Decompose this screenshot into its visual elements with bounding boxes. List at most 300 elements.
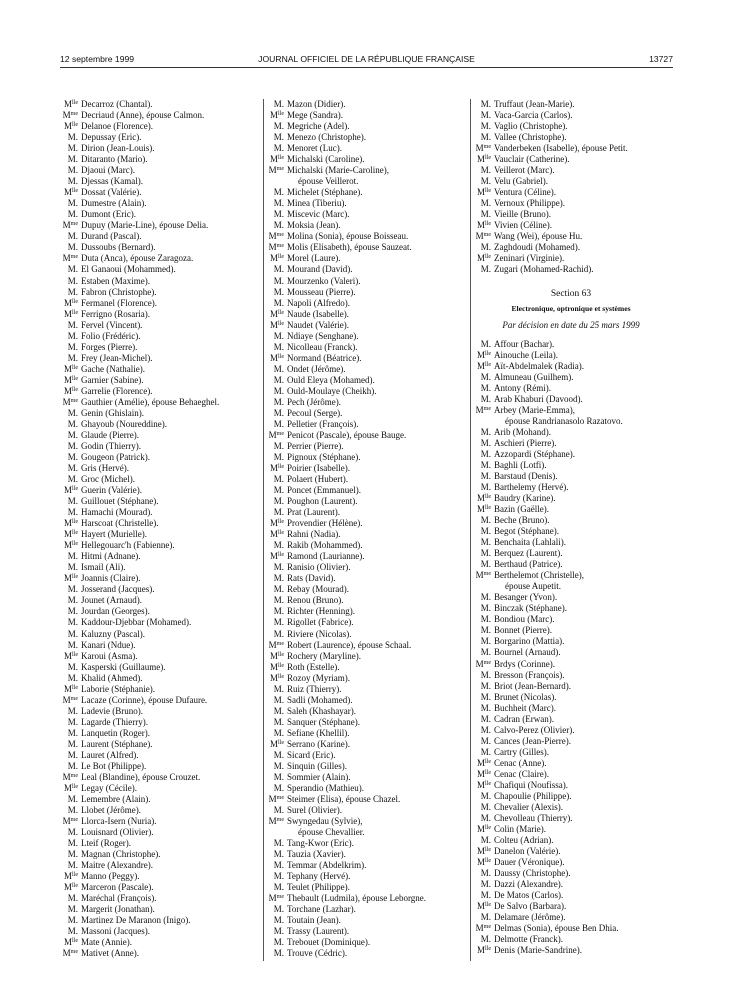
- name-text: Benchaita (Lahlali).: [494, 537, 566, 548]
- list-item: [473, 857, 669, 868]
- title-abbrev: $M^{lle}$: [269, 463, 284, 474]
- title-abbrev: $M^{lle}$: [476, 823, 491, 834]
- list-item: [473, 515, 669, 526]
- title-abbrev: $M^{me}$: [62, 816, 78, 827]
- list-item: [60, 99, 256, 110]
- name-text: Kanari (Ndue).: [81, 639, 136, 650]
- title-abbrev: M.: [67, 352, 78, 363]
- title-abbrev: M.: [480, 470, 491, 481]
- name-text: Trouve (Cédric).: [287, 948, 348, 959]
- name-text: Guerin (Valérie).: [81, 485, 142, 496]
- name-text: Duta (Anca), épouse Zaragoza.: [81, 253, 194, 264]
- list-item: [266, 860, 462, 871]
- name-text: Danelon (Valérie).: [494, 846, 561, 857]
- list-item: [266, 242, 462, 253]
- list-item: [473, 890, 669, 901]
- title-abbrev: M.: [67, 176, 78, 187]
- title-abbrev: M.: [480, 724, 491, 735]
- title-abbrev: M.: [273, 562, 284, 573]
- title-abbrev: M.: [273, 584, 284, 595]
- list-item: [266, 640, 462, 651]
- name-text: Calvo-Perez (Olivier).: [494, 724, 575, 735]
- title-abbrev: M.: [273, 297, 284, 308]
- name-text: Mousseau (Pierre).: [287, 286, 356, 297]
- name-text: Le Bot (Philippe).: [81, 760, 147, 771]
- name-text: Hitmi (Adnane).: [81, 551, 141, 562]
- name-text: Chevalier (Alexis).: [494, 801, 563, 812]
- name-text: Vieille (Bruno).: [494, 209, 551, 220]
- list-item: [60, 485, 256, 496]
- name-text: Gris (Hervé).: [81, 463, 129, 474]
- name-text: Vallee (Christophe).: [494, 132, 567, 143]
- title-abbrev: M.: [67, 198, 78, 209]
- list-item: [473, 209, 669, 220]
- name-text: Khalid (Ahmed).: [81, 672, 143, 683]
- name-text: De Matos (Carlos).: [494, 890, 564, 901]
- list-item: [60, 452, 256, 463]
- name-text: Ruiz (Thierry).: [287, 683, 342, 694]
- list-item: [60, 154, 256, 165]
- title-abbrev: M.: [480, 121, 491, 132]
- title-abbrev: M.: [480, 165, 491, 176]
- title-abbrev: M.: [273, 871, 284, 882]
- list-item: [266, 430, 462, 441]
- title-abbrev: $M^{lle}$: [63, 385, 78, 396]
- section-decision: Par décision en date du 25 mars 1999: [502, 319, 640, 330]
- list-item: [473, 802, 669, 813]
- list-item: [266, 794, 462, 805]
- list-item: [60, 783, 256, 794]
- title-abbrev: M.: [67, 551, 78, 562]
- list-item: [266, 805, 462, 816]
- name-text: Ould-Moulaye (Cheikh).: [287, 385, 377, 396]
- name-text: Roth (Estelle).: [287, 661, 340, 672]
- title-abbrev: $M^{lle}$: [476, 768, 491, 779]
- title-abbrev: M.: [480, 625, 491, 636]
- list-item: [60, 937, 256, 948]
- list-item: [60, 220, 256, 231]
- name-text: Delanoe (Florence).: [81, 121, 153, 132]
- list-item-continuation: [266, 176, 462, 187]
- name-text: Sicard (Eric).: [287, 749, 336, 760]
- title-abbrev: $M^{lle}$: [63, 297, 78, 308]
- list-item: [60, 375, 256, 386]
- list-item: [473, 482, 669, 493]
- title-abbrev: $M^{lle}$: [269, 650, 284, 661]
- name-text: Wang (Wei), épouse Hu.: [494, 231, 583, 242]
- list-item: [60, 264, 256, 275]
- title-abbrev: M.: [480, 99, 491, 109]
- list-item: [473, 394, 669, 405]
- list-item: [473, 923, 669, 934]
- title-abbrev: M.: [67, 143, 78, 154]
- name-text: Robert (Laurence), épouse Schaal.: [287, 639, 412, 650]
- name-text: Brunet (Nicolas).: [494, 691, 557, 702]
- name-text: Moksia (Jean).: [287, 220, 341, 231]
- list-item: [60, 915, 256, 926]
- list-item: [473, 471, 669, 482]
- name-text: Naudet (Valérie).: [287, 319, 349, 330]
- list-item: [473, 110, 669, 121]
- title-abbrev: M.: [273, 727, 284, 738]
- title-abbrev: M.: [273, 617, 284, 628]
- name-text: Leal (Blandine), épouse Crouzet.: [81, 771, 201, 782]
- title-abbrev: $M^{me}$: [268, 816, 284, 827]
- list-item: [266, 452, 462, 463]
- title-abbrev: M.: [480, 680, 491, 691]
- title-abbrev: M.: [273, 716, 284, 727]
- title-abbrev: $M^{lle}$: [63, 99, 78, 109]
- title-abbrev: $M^{lle}$: [63, 374, 78, 385]
- title-abbrev: M.: [273, 705, 284, 716]
- title-abbrev: M.: [480, 647, 491, 658]
- title-abbrev: $M^{me}$: [268, 165, 284, 176]
- name-text: Djaoui (Marc).: [81, 165, 135, 176]
- list-item: [60, 573, 256, 584]
- name-text: Minea (Tiberiu).: [287, 198, 347, 209]
- list-item: [60, 551, 256, 562]
- name-text: Rakib (Mohammed).: [287, 540, 363, 551]
- list-item: [473, 570, 669, 581]
- name-text: Renou (Bruno).: [287, 595, 344, 606]
- title-abbrev: M.: [273, 948, 284, 959]
- name-text: Ould Eleya (Mohamed).: [287, 374, 375, 385]
- list-item: [266, 750, 462, 761]
- list-item: [473, 824, 669, 835]
- title-abbrev: M.: [273, 452, 284, 462]
- list-item: [473, 703, 669, 714]
- title-abbrev: M.: [273, 860, 284, 871]
- list-item: [266, 772, 462, 783]
- name-text: Michalski (Caroline).: [287, 154, 365, 165]
- list-item: [473, 625, 669, 636]
- name-text: Baudry (Karine).: [494, 493, 556, 504]
- title-abbrev: $M^{lle}$: [476, 220, 491, 231]
- name-text: Lacaze (Corinne), épouse Dufaure.: [81, 694, 208, 705]
- name-text: Toutain (Jean).: [287, 915, 341, 926]
- list-item: [60, 717, 256, 728]
- title-abbrev: M.: [67, 562, 78, 573]
- title-abbrev: $M^{lle}$: [63, 650, 78, 661]
- list-item: [473, 647, 669, 658]
- list-item: [60, 562, 256, 573]
- title-abbrev: M.: [67, 849, 78, 860]
- list-item: [60, 706, 256, 717]
- list-item: [60, 816, 256, 827]
- title-abbrev: M.: [480, 459, 491, 470]
- list-item: [266, 739, 462, 750]
- name-text: Begot (Stéphane).: [494, 526, 559, 537]
- list-item: [60, 364, 256, 375]
- title-abbrev: $M^{lle}$: [476, 360, 491, 371]
- title-abbrev: M.: [480, 198, 491, 209]
- title-abbrev: M.: [480, 482, 491, 492]
- title-abbrev: $M^{lle}$: [476, 154, 491, 165]
- title-abbrev: M.: [273, 882, 284, 893]
- title-abbrev: $M^{lle}$: [63, 121, 78, 132]
- name-text: Guillouet (Stéphane).: [81, 496, 159, 507]
- list-item: [473, 121, 669, 132]
- list-item: [266, 364, 462, 375]
- list-item: [473, 438, 669, 449]
- title-abbrev: $M^{me}$: [475, 658, 491, 669]
- title-abbrev: M.: [273, 573, 284, 584]
- name-text: Arbey (Marie-Emma),: [494, 404, 575, 415]
- title-abbrev: M.: [67, 231, 78, 242]
- name-text: Lagarde (Thierry).: [81, 716, 148, 727]
- list-item: [266, 276, 462, 287]
- title-abbrev: M.: [480, 879, 491, 890]
- name-text: Dussoubs (Bernard).: [81, 242, 156, 253]
- title-abbrev: M.: [480, 669, 491, 680]
- list-item: [266, 375, 462, 386]
- list-item: [473, 945, 669, 956]
- list-item: [266, 198, 462, 209]
- title-abbrev: $M^{me}$: [475, 143, 491, 154]
- name-text: Aït-Abdelmalek (Radia).: [494, 360, 584, 371]
- title-abbrev: M.: [480, 890, 491, 901]
- name-text: Colin (Marie).: [494, 823, 546, 834]
- list-item: [266, 187, 462, 198]
- name-text: Fervel (Vincent).: [81, 319, 143, 330]
- list-item: [60, 860, 256, 871]
- name-text: Surel (Olivier).: [287, 805, 342, 815]
- name-text: Azzopardi (Stéphane).: [494, 448, 575, 459]
- name-text: Delmotte (Franck).: [494, 934, 563, 945]
- title-abbrev: M.: [273, 694, 284, 705]
- list-item-continuation: [266, 827, 462, 838]
- name-text: Saleh (Khashayar).: [287, 705, 356, 716]
- list-item: [60, 629, 256, 640]
- title-abbrev: M.: [273, 418, 284, 429]
- title-abbrev: M.: [273, 771, 284, 782]
- title-abbrev: $M^{me}$: [268, 429, 284, 440]
- title-abbrev: M.: [480, 526, 491, 537]
- title-abbrev: $M^{lle}$: [63, 308, 78, 319]
- name-text: Steimer (Elisa), épouse Chazel.: [287, 793, 401, 804]
- title-abbrev: $M^{lle}$: [269, 154, 284, 165]
- name-text: Vaca-Garcia (Carlos).: [494, 110, 573, 121]
- name-text: Briot (Jean-Bernard).: [494, 680, 571, 691]
- title-abbrev: M.: [480, 746, 491, 757]
- title-abbrev: M.: [480, 801, 491, 812]
- title-abbrev: M.: [273, 198, 284, 209]
- title-abbrev: M.: [480, 868, 491, 879]
- list-item: [266, 673, 462, 684]
- name-text: Massoni (Jacques).: [81, 926, 150, 937]
- name-text: Ondet (Jérôme).: [287, 363, 346, 374]
- title-abbrev: M.: [480, 934, 491, 945]
- name-text: Mourand (David).: [287, 264, 353, 275]
- name-text: Molina (Sonia), épouse Boisseau.: [287, 231, 409, 242]
- name-text: Dossat (Valérie).: [81, 187, 142, 198]
- name-text: Rebay (Mourad).: [287, 584, 349, 595]
- title-abbrev: M.: [480, 548, 491, 559]
- list-item: [473, 758, 669, 769]
- list-item: [473, 460, 669, 471]
- title-abbrev: M.: [273, 374, 284, 385]
- title-abbrev: M.: [273, 915, 284, 926]
- title-abbrev: M.: [480, 393, 491, 404]
- name-text: Sinquin (Gilles).: [287, 760, 347, 771]
- title-abbrev: M.: [480, 812, 491, 823]
- title-abbrev: $M^{lle}$: [476, 846, 491, 857]
- title-abbrev: M.: [67, 407, 78, 418]
- name-text: Naude (Isabelle).: [287, 308, 349, 319]
- title-abbrev: M.: [67, 617, 78, 628]
- list-item: [60, 353, 256, 364]
- list-item: [473, 736, 669, 747]
- name-text: Vauclair (Catherine).: [494, 154, 570, 165]
- name-text: Pech (Jérôme).: [287, 396, 341, 407]
- name-text: Vernoux (Philippe).: [494, 198, 565, 209]
- title-abbrev: $M^{lle}$: [269, 319, 284, 330]
- title-abbrev: M.: [67, 507, 78, 518]
- title-abbrev: $M^{lle}$: [63, 573, 78, 584]
- list-item: [266, 551, 462, 562]
- name-text: Rozoy (Myriam).: [287, 672, 350, 683]
- name-text: Barthelemy (Hervé).: [494, 482, 569, 492]
- name-text: Fermanel (Florence).: [81, 297, 157, 308]
- list-item: [473, 681, 669, 692]
- name-text: Almuneau (Guilhem).: [494, 371, 574, 382]
- name-text: Bondiou (Marc).: [494, 614, 555, 625]
- name-text: Serrano (Karine).: [287, 738, 350, 749]
- title-abbrev: $M^{me}$: [475, 404, 491, 415]
- name-text: Trassy (Laurent).: [287, 926, 350, 937]
- list-item: [473, 559, 669, 570]
- name-column-3: [473, 99, 669, 956]
- title-abbrev: M.: [480, 426, 491, 437]
- title-abbrev: M.: [273, 805, 284, 815]
- name-text: Bresson (François).: [494, 669, 565, 680]
- title-abbrev: M.: [273, 628, 284, 639]
- name-text: Folio (Frédéric).: [81, 330, 141, 341]
- title-abbrev: M.: [273, 904, 284, 915]
- name-text: Brdys (Corinne).: [494, 658, 555, 669]
- title-abbrev: M.: [480, 559, 491, 570]
- name-text: Besanger (Yvon).: [494, 592, 558, 603]
- title-abbrev: $M^{lle}$: [269, 529, 284, 540]
- title-abbrev: M.: [273, 749, 284, 760]
- title-abbrev: $M^{lle}$: [476, 187, 491, 198]
- list-item: [266, 463, 462, 474]
- list-item: [60, 750, 256, 761]
- list-item: [60, 695, 256, 706]
- list-item: [60, 651, 256, 662]
- title-abbrev: M.: [67, 264, 78, 275]
- list-item: [473, 835, 669, 846]
- name-text: Manno (Peggy).: [81, 871, 140, 882]
- list-item: [266, 816, 462, 827]
- list-item: [60, 948, 256, 959]
- title-abbrev: $M^{me}$: [268, 242, 284, 253]
- list-item: [266, 264, 462, 275]
- name-text: Sefiane (Khellil).: [287, 727, 350, 738]
- name-text: Berthaud (Patrice).: [494, 559, 563, 570]
- name-text: Teulet (Philippe).: [287, 882, 350, 893]
- list-item: [60, 309, 256, 320]
- title-abbrev: M.: [67, 628, 78, 639]
- list-item: [473, 176, 669, 187]
- name-text: épouse Veillerot.: [298, 176, 359, 187]
- list-item: [473, 714, 669, 725]
- title-abbrev: $M^{lle}$: [476, 901, 491, 912]
- name-text: Jounet (Arnaud).: [81, 595, 142, 606]
- name-text: Garrelie (Florence).: [81, 385, 153, 396]
- list-item: [60, 397, 256, 408]
- list-item: [266, 165, 462, 176]
- name-text: Legay (Cécile).: [81, 782, 137, 793]
- list-item: [60, 662, 256, 673]
- list-item: [266, 287, 462, 298]
- name-text: Barstaud (Denis).: [494, 470, 558, 481]
- title-abbrev: M.: [67, 242, 78, 253]
- section-title: Section 63: [550, 288, 592, 299]
- name-text: Fabron (Christophe).: [81, 286, 157, 297]
- title-abbrev: M.: [480, 448, 491, 459]
- list-item: [266, 838, 462, 849]
- name-text: Chafiqui (Noufissa).: [494, 779, 568, 790]
- title-abbrev: M.: [67, 926, 78, 937]
- list-item: [60, 121, 256, 132]
- list-item-continuation: [473, 416, 669, 427]
- name-text: Penicot (Pascale), épouse Bauge.: [287, 429, 407, 440]
- list-item: [473, 154, 669, 165]
- list-item: [60, 386, 256, 397]
- title-abbrev: M.: [273, 209, 284, 220]
- title-abbrev: M.: [480, 835, 491, 845]
- list-item: [266, 110, 462, 121]
- list-item: [266, 298, 462, 309]
- list-item: [473, 813, 669, 824]
- name-text: Cenac (Claire).: [494, 768, 549, 779]
- name-text: Morel (Laure).: [287, 253, 341, 264]
- title-abbrev: M.: [273, 132, 284, 143]
- list-item: [473, 187, 669, 198]
- list-item: [60, 595, 256, 606]
- list-item: [60, 276, 256, 287]
- list-item: [266, 871, 462, 882]
- section-heading: [473, 289, 669, 331]
- name-text: Cadran (Erwan).: [494, 713, 554, 724]
- title-abbrev: M.: [273, 275, 284, 286]
- name-text: Napoli (Alfredo).: [287, 297, 350, 308]
- list-item: [60, 463, 256, 474]
- title-abbrev: M.: [273, 121, 284, 132]
- name-text: Delamare (Jérôme).: [494, 912, 566, 923]
- title-abbrev: $M^{me}$: [62, 253, 78, 264]
- name-text: Lauret (Alfred).: [81, 749, 139, 760]
- title-abbrev: M.: [67, 286, 78, 297]
- title-abbrev: M.: [273, 187, 284, 198]
- title-abbrev: $M^{lle}$: [476, 349, 491, 360]
- journal-title: JOURNAL OFFICIEL DE LA RÉPUBLIQUE FRANÇAISE: [258, 54, 475, 64]
- name-text: Kasperski (Guillaume).: [81, 661, 166, 672]
- list-item: [473, 143, 669, 154]
- list-item: [266, 132, 462, 143]
- title-abbrev: M.: [67, 440, 78, 451]
- title-abbrev: M.: [67, 154, 78, 165]
- title-abbrev: $M^{lle}$: [63, 937, 78, 948]
- list-item: [266, 893, 462, 904]
- name-text: Hayert (Murielle).: [81, 529, 147, 540]
- title-abbrev: $M^{me}$: [62, 694, 78, 705]
- name-text: Baghli (Lotfi).: [494, 459, 547, 470]
- list-item: [266, 353, 462, 364]
- list-item: [266, 485, 462, 496]
- name-text: Ditaranto (Mario).: [81, 154, 148, 165]
